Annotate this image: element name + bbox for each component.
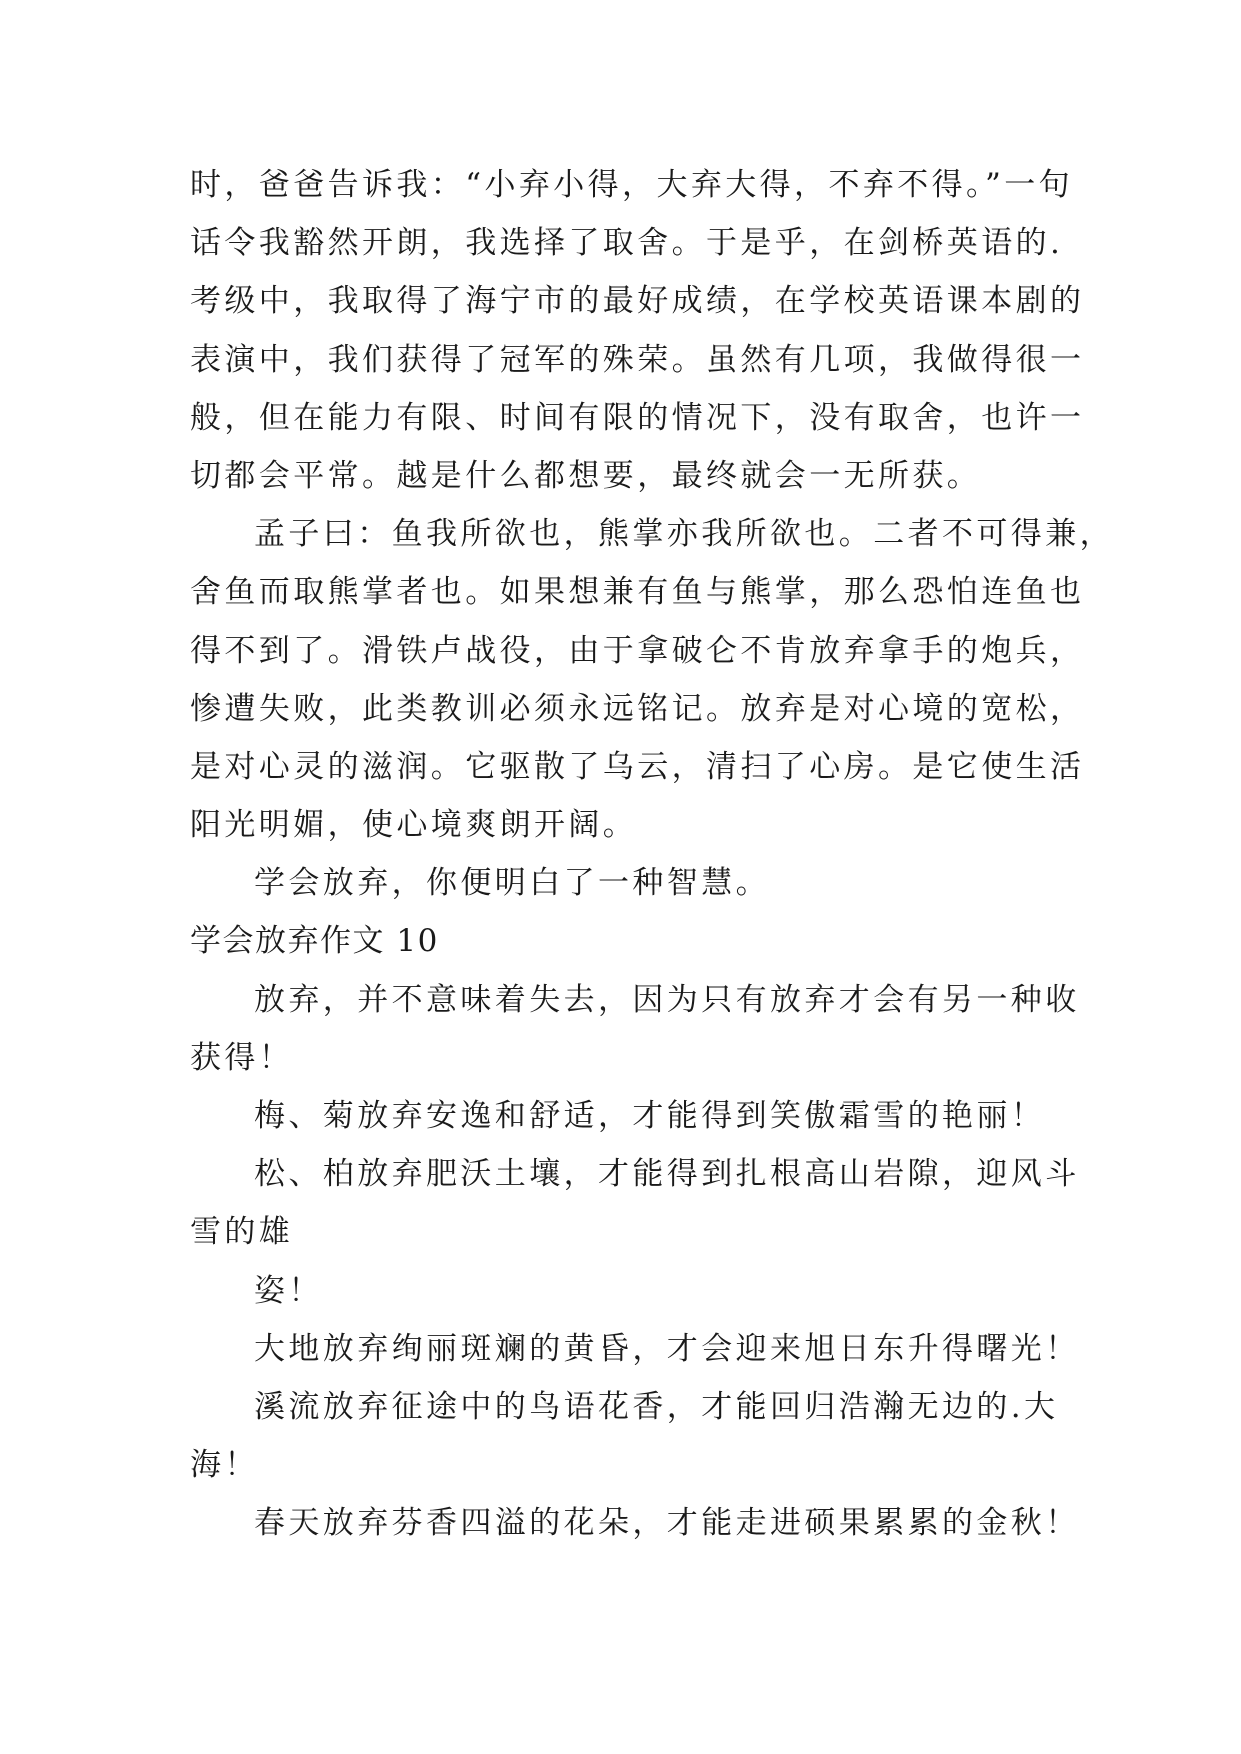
text-line: 考级中，我取得了海宁市的最好成绩，在学校英语课本剧的 bbox=[190, 283, 1085, 320]
text-line: 话令我豁然开朗，我选择了取舍。于是乎，在剑桥英语的. bbox=[190, 225, 1064, 262]
text-line: 获得！ bbox=[190, 1039, 294, 1076]
text-line: 松、柏放弃肥沃土壤，才能得到扎根高山岩隙，迎风斗 bbox=[254, 1156, 1080, 1193]
text-line: 雪的雄 bbox=[190, 1214, 294, 1251]
text-line: 溪流放弃征途中的鸟语花香，才能回归浩瀚无边的.大 bbox=[254, 1388, 1059, 1425]
text-line: 舍鱼而取熊掌者也。如果想兼有鱼与熊掌，那么恐怕连鱼也 bbox=[190, 574, 1085, 611]
text-line: 春天放弃芬香四溢的花朵，才能走进硕果累累的金秋！ bbox=[254, 1505, 1080, 1542]
text-line: 时，爸爸告诉我：“小弃小得，大弃大得，不弃不得。”一句 bbox=[190, 167, 1073, 203]
document-body bbox=[190, 156, 1114, 1553]
text-line: 大地放弃绚丽斑斓的黄昏，才会迎来旭日东升得曙光！ bbox=[254, 1330, 1080, 1367]
text-line: 般，但在能力有限、时间有限的情况下，没有取舍，也许一 bbox=[190, 399, 1085, 436]
section-heading: 学会放弃作文 10 bbox=[190, 923, 439, 960]
text-line: 表演中，我们获得了冠军的殊荣。虽然有几项，我做得很一 bbox=[190, 341, 1085, 378]
text-line: 阳光明媚，使心境爽朗开阔。 bbox=[190, 807, 638, 844]
text-line: 学会放弃，你便明白了一种智慧。 bbox=[254, 865, 770, 902]
text-line: 得不到了。滑铁卢战役，由于拿破仑不肯放弃拿手的炮兵， bbox=[190, 632, 1085, 669]
text-line: 孟子曰：鱼我所欲也，熊掌亦我所欲也。二者不可得兼， bbox=[254, 516, 1114, 553]
text-line: 惨遭失败，此类教训必须永远铭记。放弃是对心境的宽松， bbox=[190, 690, 1085, 727]
text-line: 切都会平常。越是什么都想要，最终就会一无所获。 bbox=[190, 457, 982, 494]
text-line: 海！ bbox=[190, 1447, 259, 1484]
text-line: 放弃，并不意味着失去，因为只有放弃才会有另一种收 bbox=[254, 981, 1080, 1018]
text-line: 是对心灵的滋润。它驱散了乌云，清扫了心房。是它使生活 bbox=[190, 748, 1085, 785]
text-line: 梅、菊放弃安逸和舒适，才能得到笑傲霜雪的艳丽！ bbox=[254, 1098, 1046, 1134]
text-line: 姿！ bbox=[254, 1272, 323, 1309]
